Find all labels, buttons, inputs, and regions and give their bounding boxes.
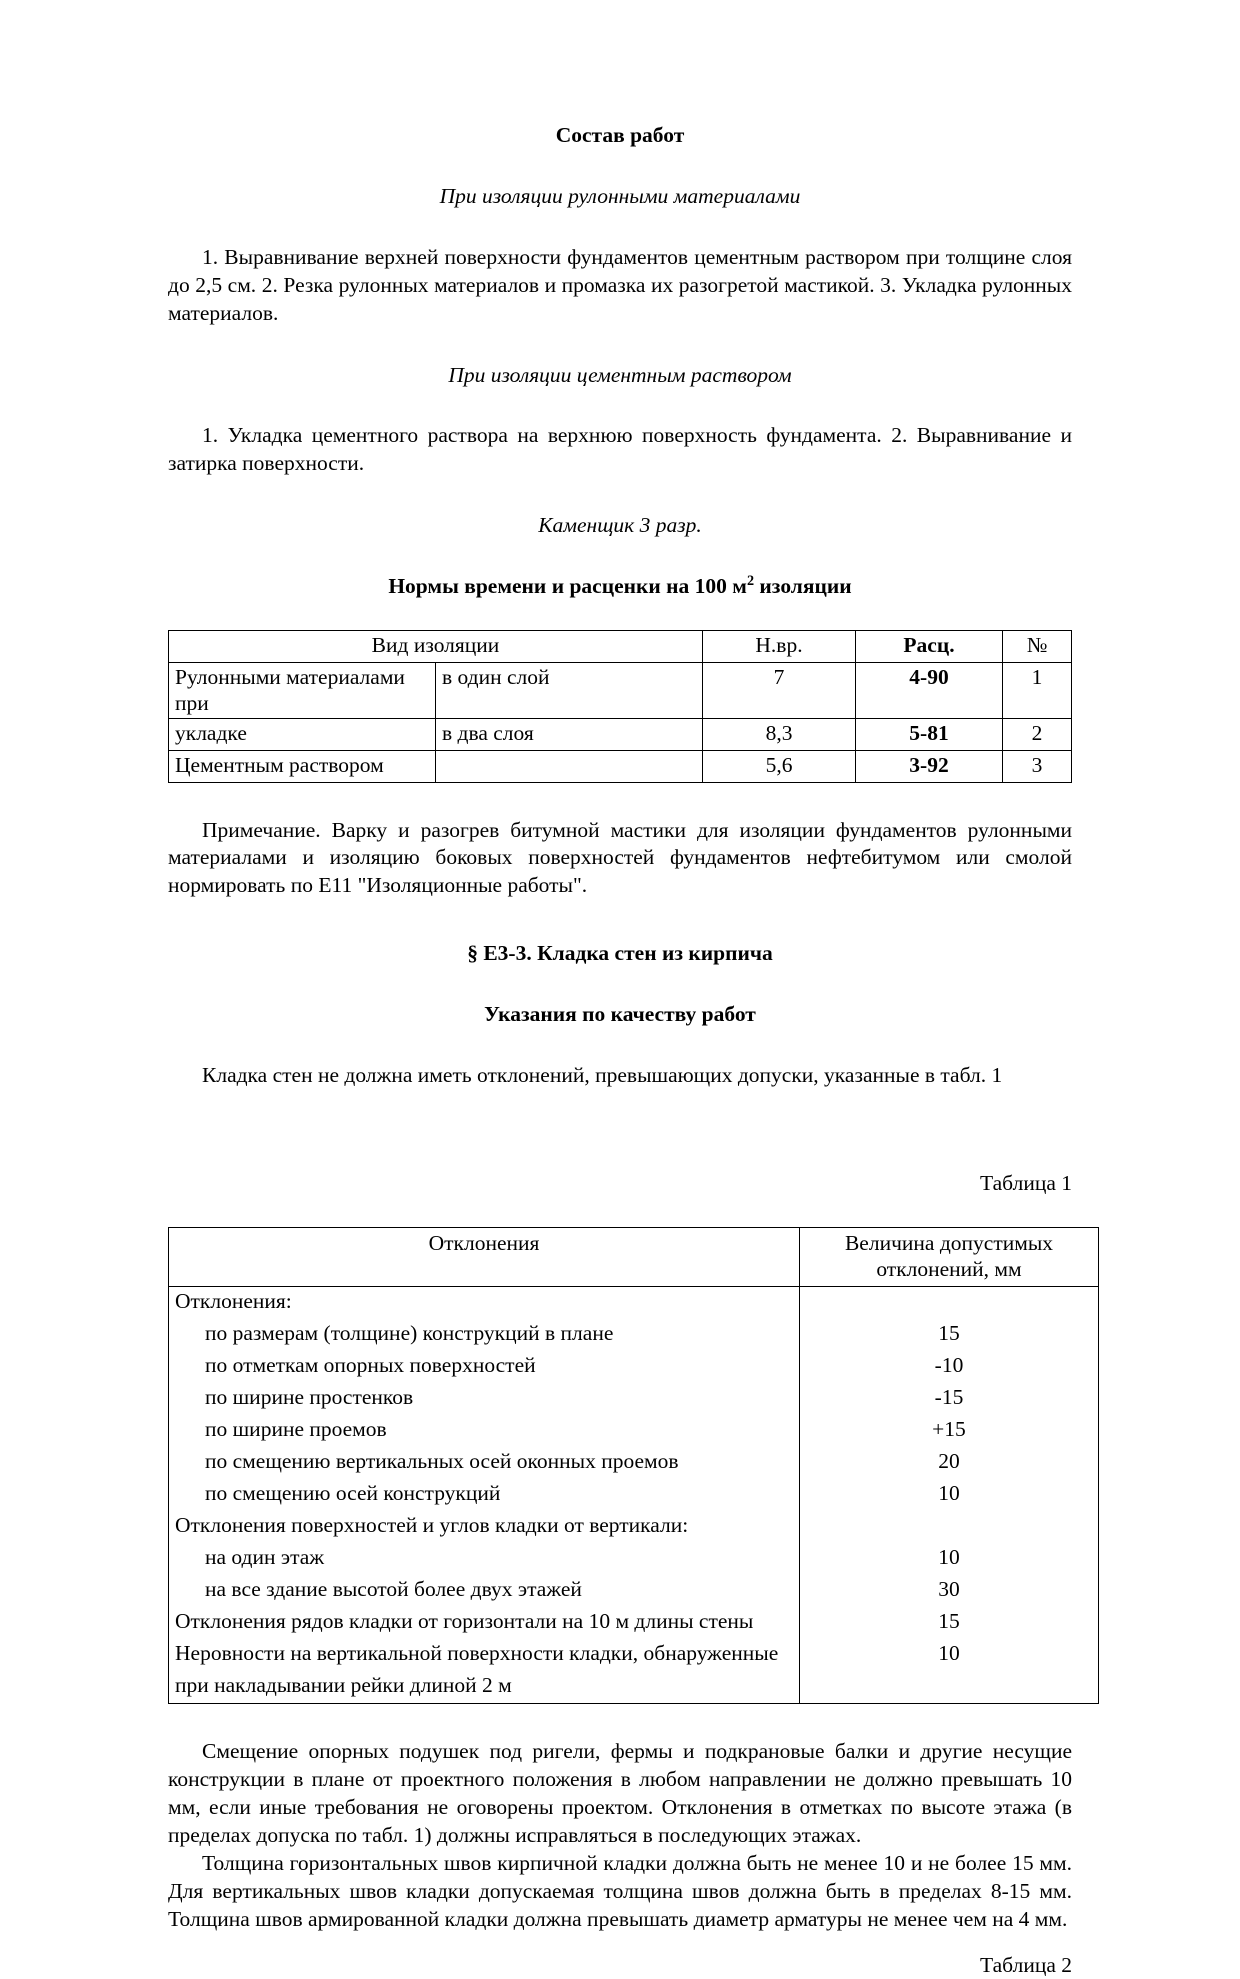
cell-deviation-label: на один этаж (169, 1543, 800, 1575)
header-allowed-line2: отклонений, мм (876, 1257, 1022, 1282)
header-allowed-line1: Величина допустимых (844, 1230, 1054, 1255)
cell-deviation-value (800, 1287, 1099, 1320)
table-row (169, 1351, 1099, 1383)
cell-time-norm: 7 (703, 663, 856, 718)
cell-deviation-label: при накладывании рейки длиной 2 м (169, 1671, 800, 1704)
spacer (168, 1934, 1072, 1952)
cell-isolation-type: Рулонными материалами при (169, 663, 436, 718)
cell-isolation-layers: в два слоя (436, 718, 703, 750)
table-row (169, 718, 1072, 750)
cell-time-norm: 8,3 (703, 718, 856, 750)
spacer (168, 600, 1072, 630)
page-title: Состав работ (555, 123, 685, 147)
table-row (169, 663, 1072, 718)
cell-rate: 5-81 (856, 718, 1003, 750)
table-row (169, 1479, 1099, 1511)
cell-deviation-value: 15 (800, 1319, 1099, 1351)
cell-deviation-value: +15 (800, 1415, 1099, 1447)
spacer (168, 900, 1072, 940)
table-header-row (169, 1227, 1099, 1286)
cell-deviation-value: 30 (800, 1575, 1099, 1607)
norms-title-text: Нормы времени и расценки на 100 м (388, 574, 747, 599)
cell-deviation-label: по ширине простенков (169, 1383, 800, 1415)
spacer (168, 149, 1072, 183)
cell-deviation-label: по размерам (толщине) конструкций в плане (169, 1319, 800, 1351)
cell-deviation-value: -10 (800, 1351, 1099, 1383)
paragraph-joint-thickness: Толщина горизонтальных швов кирпичной кладки должна быть не менее 10 и не более 15 мм. Для вертикальных швов кладки допускаемая толщина швов должна быть в пределах 8-15 мм. Толщина швов армированной кладки должна превышать диаметр арматуры не менее чем на 4 мм. (168, 1851, 1072, 1931)
spacer (168, 1197, 1072, 1227)
paragraph-cement-mortar: 1. Укладка цементного раствора на верхнюю поверхность фундамента. 2. Выравнивание и затирка поверхности. (168, 423, 1072, 476)
spacer (168, 388, 1072, 422)
cell-deviation-value (800, 1511, 1099, 1543)
norms-title-superscript: 2 (746, 573, 755, 590)
header-cell-isolation-type: Вид изоляции (169, 631, 703, 663)
table-row (169, 1319, 1099, 1351)
spacer (168, 328, 1072, 362)
table-row (169, 1511, 1099, 1543)
paragraph-quality-intro: Кладка стен не должна иметь отклонений, превышающих допуски, указанные в табл. 1 (202, 1063, 1003, 1088)
cell-deviation-value: 15 (800, 1607, 1099, 1639)
cell-time-norm: 5,6 (703, 750, 856, 782)
spacer (168, 1028, 1072, 1062)
cell-deviation-label: по ширине проемов (169, 1415, 800, 1447)
spacer (168, 1090, 1072, 1170)
table-header-row (169, 631, 1072, 663)
worker-qualification: Каменщик 3 разр. (538, 513, 702, 538)
header-cell-rate: Расц. (856, 631, 1003, 663)
header-cell-deviations: Отклонения (169, 1227, 800, 1286)
cell-deviation-label: на все здание высотой более двух этажей (169, 1575, 800, 1607)
paragraph-bearing-pads: Смещение опорных подушек под ригели, фермы и подкрановые балки и другие несущие конструкции в плане от проектного положения в любом направлении не должно превышать 10 мм, если иные требования не оговорены проектом. Отклонения в отметках по высоте этажа (в пределах допуска по табл. 1) должны исправляться в последующих этажах. (168, 1739, 1072, 1848)
table-caption-2: Таблица 2 (980, 1952, 1072, 1977)
norms-and-rates-table (168, 630, 1072, 782)
allowed-deviations-table (168, 1227, 1099, 1704)
cell-rate: 4-90 (856, 663, 1003, 718)
spacer (168, 478, 1072, 512)
table-row (169, 1671, 1099, 1704)
table-row (169, 1575, 1099, 1607)
table-row (169, 1607, 1099, 1639)
paragraph-roll-materials: 1. Выравнивание верхней поверхности фундаментов цементным раствором при толщине слоя до 2,5 см. 2. Резка рулонных материалов и промазка их разогретой мастикой. 3. Укладка рулонных материалов. (168, 244, 1072, 325)
cell-isolation-layers: в один слой (436, 663, 703, 718)
subtitle-roll-materials: При изоляции рулонными материалами (439, 183, 801, 208)
quality-instructions-heading: Указания по качеству работ (484, 1002, 756, 1027)
cell-rate: 3-92 (856, 750, 1003, 782)
norms-title-suffix: изоляции (754, 574, 852, 599)
table-row (169, 1543, 1099, 1575)
cell-deviation-label: Отклонения поверхностей и углов кладки от вертикали: (169, 1511, 800, 1543)
cell-number: 3 (1003, 750, 1072, 782)
cell-number: 1 (1003, 663, 1072, 718)
document-content (168, 122, 1072, 1979)
cell-deviation-label: Отклонения: (169, 1287, 800, 1320)
table-row (169, 1447, 1099, 1479)
cell-deviation-label: по смещению вертикальных осей оконных проемов (169, 1447, 800, 1479)
subtitle-cement-mortar: При изоляции цементным раствором (448, 362, 792, 387)
header-cell-number: № (1003, 631, 1072, 663)
cell-deviation-label: по отметкам опорных поверхностей (169, 1351, 800, 1383)
cell-isolation-type: укладке (169, 718, 436, 750)
paragraph-note: Примечание. Варку и разогрев битумной мастики для изоляции фундаментов рулонными материалами и изоляцию боковых поверхностей фундаментов нефтебитумом или смолой нормировать по Е11 "Изоляционные работы". (168, 817, 1072, 898)
cell-isolation-type: Цементным раствором (169, 750, 436, 782)
spacer (168, 210, 1072, 244)
cell-deviation-label: по смещению осей конструкций (169, 1479, 800, 1511)
section-heading-e3-3: § Е3-3. Кладка стен из кирпича (467, 941, 773, 966)
cell-deviation-label: Неровности на вертикальной поверхности кладки, обнаруженные (169, 1639, 800, 1671)
norms-table-title (168, 573, 1072, 600)
cell-number: 2 (1003, 718, 1072, 750)
cell-deviation-value: 10 (800, 1543, 1099, 1575)
cell-deviation-value: 20 (800, 1447, 1099, 1479)
cell-deviation-value: 10 (800, 1479, 1099, 1511)
table-row (169, 1415, 1099, 1447)
cell-isolation-layers (436, 750, 703, 782)
spacer (168, 539, 1072, 573)
cell-deviation-value: -15 (800, 1383, 1099, 1415)
spacer (168, 1704, 1072, 1738)
spacer (168, 967, 1072, 1001)
header-cell-allowed-value (800, 1227, 1099, 1286)
cell-deviation-value (800, 1671, 1099, 1704)
table-row (169, 1639, 1099, 1671)
header-cell-time-norm: Н.вр. (703, 631, 856, 663)
table-caption-1: Таблица 1 (980, 1171, 1072, 1195)
spacer (168, 783, 1072, 817)
table-row (169, 1287, 1099, 1320)
cell-deviation-label: Отклонения рядов кладки от горизонтали на 10 м длины стены (169, 1607, 800, 1639)
table-row (169, 750, 1072, 782)
cell-deviation-value: 10 (800, 1639, 1099, 1671)
table-row (169, 1383, 1099, 1415)
